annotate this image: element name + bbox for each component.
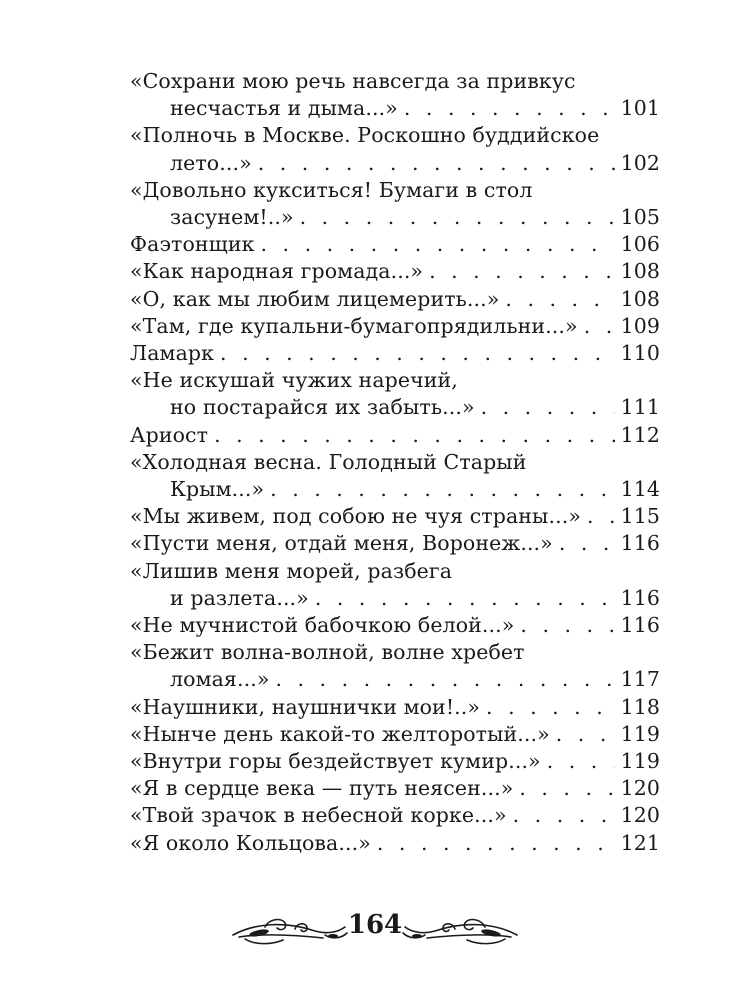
toc-entry-line xyxy=(130,802,660,829)
dot-leader xyxy=(377,830,615,857)
toc-entry-line xyxy=(130,558,660,585)
dot-leader xyxy=(559,530,615,557)
toc-entry-line xyxy=(130,449,660,476)
toc-entry-line xyxy=(130,231,660,258)
toc-entry-title: лето...» xyxy=(170,150,252,175)
toc-page-number: 111 xyxy=(620,395,660,420)
page-number: 164 xyxy=(347,910,403,940)
toc-page-number: 120 xyxy=(620,803,660,828)
toc-entry-title: «Сохрани мою речь навсегда за привкус xyxy=(130,69,576,93)
toc-page-number: 101 xyxy=(620,96,660,121)
dot-leader xyxy=(258,150,615,177)
dot-leader xyxy=(220,340,615,367)
toc-entry-title: «Мы живем, под собою не чуя страны...» xyxy=(130,504,581,529)
toc-entry-line xyxy=(130,122,660,149)
toc-page-number: 106 xyxy=(620,232,660,257)
toc-entry-title: «Там, где купальни-бумагопрядильни...» xyxy=(130,313,578,338)
toc-page-number: 116 xyxy=(620,613,660,638)
toc-entry xyxy=(130,231,660,258)
dot-leader xyxy=(556,721,615,748)
toc-entry-title: «Бежит волна-волной, волне хребет xyxy=(130,640,525,665)
toc-entry-title: засунем!..» xyxy=(170,205,294,230)
toc-entry-title: «Внутри горы бездействует кумир...» xyxy=(130,749,541,774)
dot-leader xyxy=(315,585,615,612)
toc-page-number: 109 xyxy=(620,313,660,338)
toc-entry-title: «Наушники, наушнички мои!..» xyxy=(130,694,481,719)
toc-entry xyxy=(130,694,660,721)
toc-entry-line xyxy=(130,177,660,204)
toc-entry-title: «Я около Кольцова...» xyxy=(130,830,371,855)
toc-entry-title: ломая...» xyxy=(170,667,270,692)
toc-page-number: 119 xyxy=(620,749,660,774)
toc-entry xyxy=(130,721,660,748)
dot-leader xyxy=(275,666,614,693)
table-of-contents xyxy=(130,68,660,857)
toc-entry-line xyxy=(130,748,660,775)
toc-entry xyxy=(130,258,660,285)
toc-entry-title: «Я в сердце века — путь неясен...» xyxy=(130,776,514,801)
dot-leader xyxy=(513,802,615,829)
toc-entry-line xyxy=(130,95,660,122)
toc-entry xyxy=(130,286,660,313)
page-footer xyxy=(225,905,525,955)
toc-entry xyxy=(130,775,660,802)
toc-entry xyxy=(130,68,660,122)
toc-page-number: 108 xyxy=(620,259,660,284)
toc-page-number: 117 xyxy=(620,667,660,692)
toc-entry-title: «Не мучнистой бабочкою белой...» xyxy=(130,613,515,638)
toc-entry-title: Крым...» xyxy=(170,477,265,502)
toc-page-number: 102 xyxy=(620,150,660,175)
toc-entry xyxy=(130,422,660,449)
toc-entry-title: но постарайся их забыть...» xyxy=(170,395,475,420)
toc-entry-line xyxy=(130,585,660,612)
dot-leader xyxy=(547,748,615,775)
dot-leader xyxy=(300,204,615,231)
toc-page-number: 108 xyxy=(620,286,660,311)
toc-page-number: 105 xyxy=(620,205,660,230)
dot-leader xyxy=(214,422,614,449)
toc-entry-line xyxy=(130,313,660,340)
toc-entry xyxy=(130,503,660,530)
toc-entry-line xyxy=(130,286,660,313)
toc-entry-line xyxy=(130,694,660,721)
toc-entry-title: «Полночь в Москве. Роскошно буддийское xyxy=(130,123,600,148)
dot-leader xyxy=(270,476,614,503)
toc-entry-title: «Не искушай чужих наречий, xyxy=(130,368,458,393)
toc-entry xyxy=(130,530,660,557)
toc-entry-title: «Нынче день какой-то желторотый...» xyxy=(130,721,550,746)
dot-leader xyxy=(519,775,614,802)
toc-entry-title: «О, как мы любим лицемерить...» xyxy=(130,286,500,311)
toc-entry-line xyxy=(130,394,660,421)
dot-leader xyxy=(520,612,614,639)
toc-page-number: 119 xyxy=(620,721,660,746)
toc-entry-line xyxy=(130,530,660,557)
toc-entry-line xyxy=(130,68,660,95)
toc-page-number: 112 xyxy=(620,422,660,447)
toc-entry-line xyxy=(130,721,660,748)
toc-page-number: 116 xyxy=(620,531,660,556)
dot-leader xyxy=(429,258,614,285)
dot-leader xyxy=(261,231,615,258)
toc-entry xyxy=(130,313,660,340)
toc-entry-title: Ариост xyxy=(130,422,209,447)
toc-page-number: 114 xyxy=(620,477,660,502)
toc-page-number: 116 xyxy=(620,585,660,610)
toc-entry-line xyxy=(130,150,660,177)
toc-entry-title: «Как народная громада...» xyxy=(130,259,424,284)
toc-page-number: 115 xyxy=(620,504,660,529)
toc-page-number: 120 xyxy=(620,776,660,801)
toc-entry-title: «Холодная весна. Голодный Старый xyxy=(130,449,527,474)
toc-entry-title: и разлета...» xyxy=(170,585,309,610)
toc-entry-title: Ламарк xyxy=(130,341,215,366)
toc-entry-line xyxy=(130,258,660,285)
toc-entry xyxy=(130,639,660,693)
toc-entry-title: «Пусти меня, отдай меня, Воронеж...» xyxy=(130,531,553,556)
toc-entry-line xyxy=(130,775,660,802)
toc-entry xyxy=(130,177,660,231)
toc-entry-line xyxy=(130,367,660,394)
toc-entry-line xyxy=(130,830,660,857)
toc-entry-line xyxy=(130,639,660,666)
toc-entry-line xyxy=(130,612,660,639)
toc-entry-title: «Лишив меня морей, разбега xyxy=(130,558,453,583)
toc-entry xyxy=(130,612,660,639)
toc-entry-line xyxy=(130,340,660,367)
toc-entry-line xyxy=(130,204,660,231)
toc-entry-line xyxy=(130,422,660,449)
toc-entry xyxy=(130,802,660,829)
dot-leader xyxy=(584,313,615,340)
toc-entry-title: «Твой зрачок в небесной корке...» xyxy=(130,803,507,828)
dot-leader xyxy=(587,503,615,530)
dot-leader xyxy=(505,286,614,313)
dot-leader xyxy=(486,694,615,721)
dot-leader xyxy=(481,394,615,421)
toc-entry xyxy=(130,367,660,421)
toc-entry xyxy=(130,449,660,503)
toc-entry-line xyxy=(130,476,660,503)
toc-entry-line xyxy=(130,503,660,530)
toc-entry xyxy=(130,830,660,857)
toc-entry xyxy=(130,340,660,367)
toc-entry xyxy=(130,558,660,612)
toc-entry-title: «Довольно кукситься! Бумаги в стол xyxy=(130,177,533,202)
toc-entry xyxy=(130,122,660,176)
toc-entry-title: несчастья и дыма...» xyxy=(170,96,398,121)
toc-page-number: 110 xyxy=(620,341,660,366)
toc-page-number: 121 xyxy=(620,830,660,855)
toc-entry xyxy=(130,748,660,775)
dot-leader xyxy=(404,95,615,122)
toc-entry-title: Фаэтонщик xyxy=(130,232,255,257)
toc-page-number: 118 xyxy=(620,694,660,719)
toc-entry-line xyxy=(130,666,660,693)
